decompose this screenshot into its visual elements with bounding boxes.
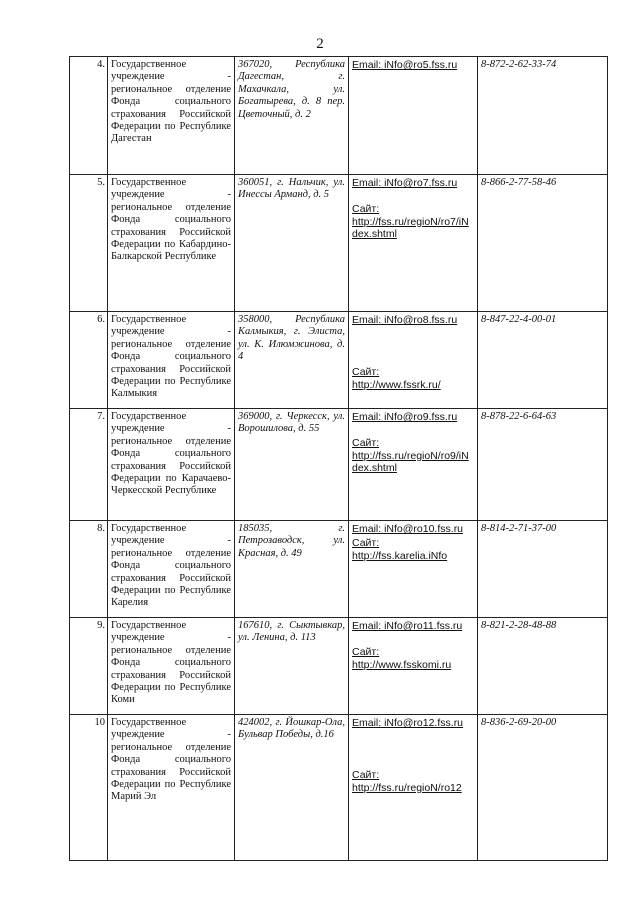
row-number: 10 xyxy=(70,715,108,861)
contacts-cell xyxy=(349,175,478,312)
email-link[interactable]: Email: iNfo@ro9.fss.ru xyxy=(352,411,458,423)
contacts-cell xyxy=(349,409,478,521)
contacts-cell xyxy=(349,57,478,175)
table-row xyxy=(70,312,608,409)
organization-name: Государственное учреждение - региональное отделение Фонда социального страхования Российской Федерации по Республике Калмыкия xyxy=(108,312,235,409)
organization-name: Государственное учреждение - региональное отделение Фонда социального страхования Российской Федерации по Республике Карелия xyxy=(108,521,235,618)
email-link[interactable]: Email: iNfo@ro12.fss.ru xyxy=(352,717,464,729)
row-number: 6. xyxy=(70,312,108,409)
address: 185035, г. Петрозаводск, ул. Красная, д. 49 xyxy=(235,521,349,618)
site-link[interactable]: http://fss.ru/regioN/ro12 xyxy=(352,781,462,794)
regional-offices-table xyxy=(69,56,608,861)
contacts-cell xyxy=(349,715,478,861)
organization-name: Государственное учреждение - региональное отделение Фонда социального страхования Российской Федерации по Республике Марий Эл xyxy=(108,715,235,861)
site-link[interactable]: http://fss.karelia.iNfo xyxy=(352,549,448,562)
organization-name: Государственное учреждение - региональное отделение Фонда социального страхования Российской Федерации по Республике Дагестан xyxy=(108,57,235,175)
organization-name: Государственное учреждение - региональное отделение Фонда социального страхования Российской Федерации по Карачаево-Черкесской Республике xyxy=(108,409,235,521)
site-link[interactable]: http://www.fssrk.ru/ xyxy=(352,378,441,391)
phone-number: 8-836-2-69-20-00 xyxy=(478,715,608,861)
email-link[interactable]: Email: iNfo@ro7.fss.ru xyxy=(352,177,458,189)
row-number: 9. xyxy=(70,618,108,715)
row-number: 7. xyxy=(70,409,108,521)
email-link[interactable]: Email: iNfo@ro10.fss.ru xyxy=(352,523,464,535)
contacts-cell xyxy=(349,312,478,409)
table-row xyxy=(70,409,608,521)
site-label: Сайт: xyxy=(352,646,380,659)
contacts-cell xyxy=(349,521,478,618)
table-row xyxy=(70,57,608,175)
address: 360051, г. Нальчик, ул. Инессы Арманд, д. 5 xyxy=(235,175,349,312)
phone-number: 8-847-22-4-00-01 xyxy=(478,312,608,409)
table-row xyxy=(70,618,608,715)
site-label: Сайт: xyxy=(352,769,380,782)
site-label: Сайт: xyxy=(352,537,380,550)
table-row xyxy=(70,175,608,312)
email-link[interactable]: Email: iNfo@ro11.fss.ru xyxy=(352,620,463,632)
phone-number: 8-878-22-6-64-63 xyxy=(478,409,608,521)
phone-number: 8-821-2-28-48-88 xyxy=(478,618,608,715)
row-number: 8. xyxy=(70,521,108,618)
site-link[interactable]: http://fss.ru/regioN/ro7/iNdex.shtml xyxy=(352,215,469,241)
address: 167610, г. Сыктывкар, ул. Ленина, д. 113 xyxy=(235,618,349,715)
address: 369000, г. Черкесск, ул. Ворошилова, д. 55 xyxy=(235,409,349,521)
table-row xyxy=(70,521,608,618)
contacts-cell xyxy=(349,618,478,715)
address: 358000, Республика Калмыкия, г. Элиста, ул. К. Илюмжинова, д. 4 xyxy=(235,312,349,409)
row-number: 5. xyxy=(70,175,108,312)
site-link[interactable]: http://www.fsskomi.ru xyxy=(352,658,452,671)
site-link[interactable]: http://fss.ru/regioN/ro9/iNdex.shtml xyxy=(352,449,469,475)
phone-number: 8-866-2-77-58-46 xyxy=(478,175,608,312)
phone-number: 8-872-2-62-33-74 xyxy=(478,57,608,175)
page-number: 2 xyxy=(316,36,324,52)
email-link[interactable]: Email: iNfo@ro5.fss.ru xyxy=(352,59,458,71)
address: 424002, г. Йошкар-Ола, Бульвар Победы, д.16 xyxy=(235,715,349,861)
row-number: 4. xyxy=(70,57,108,175)
organization-name: Государственное учреждение - региональное отделение Фонда социального страхования Российской Федерации по Кабардино-Балкарской Республике xyxy=(108,175,235,312)
organization-name: Государственное учреждение - региональное отделение Фонда социального страхования Российской Федерации по Республике Коми xyxy=(108,618,235,715)
phone-number: 8-814-2-71-37-00 xyxy=(478,521,608,618)
address: 367020, Республика Дагестан, г. Махачкала, ул. Богатырева, д. 8 пер. Цветочный, д. 2 xyxy=(235,57,349,175)
table-row xyxy=(70,715,608,861)
email-link[interactable]: Email: iNfo@ro8.fss.ru xyxy=(352,314,458,326)
site-label: Сайт: xyxy=(352,366,380,379)
site-label: Сайт: xyxy=(352,437,380,450)
site-label: Сайт: xyxy=(352,203,380,216)
